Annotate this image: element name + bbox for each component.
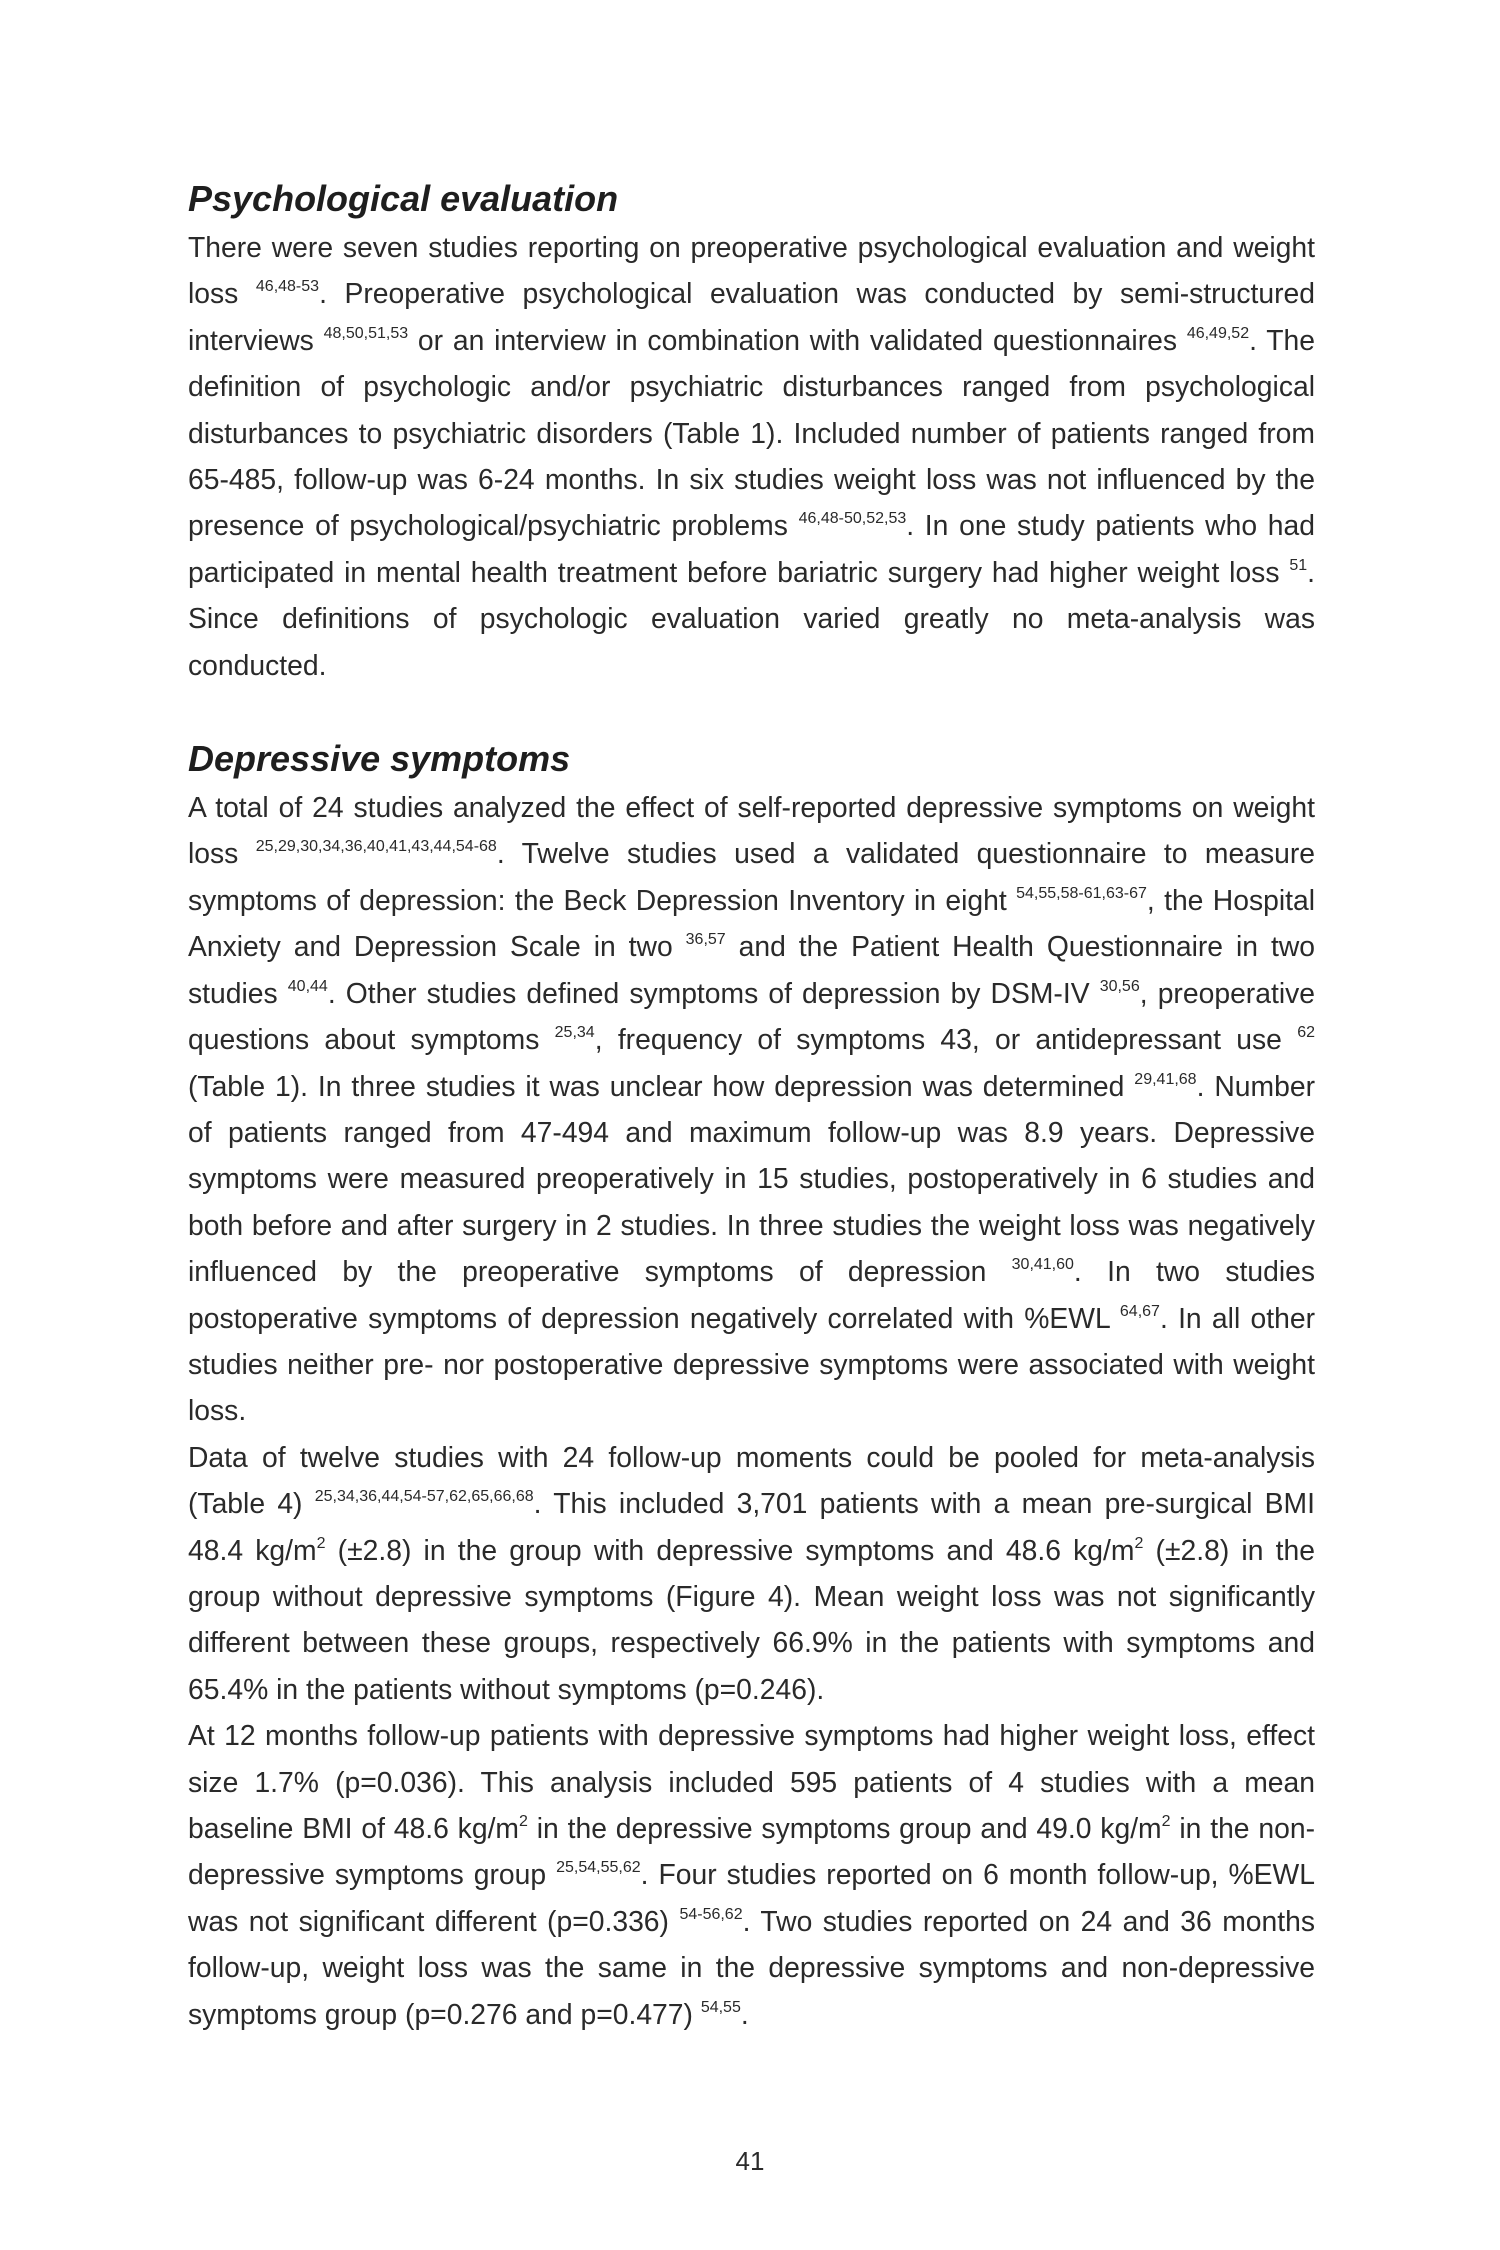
- text-run: . Number of patients ranged from 47-494 and maximum follow-up was 8.9 years. Depressive symptoms were measured preoperatively in 15 studies, postoperatively in 6 studies and both before and after surgery in 2 studies. In three studies the weight loss was negatively influenced by the preoperative symptoms of depression: [188, 1069, 1315, 1288]
- citation-superscript: 64,67: [1119, 1302, 1160, 1320]
- section-depressive-symptoms: [188, 736, 1315, 2037]
- text-run: . The definition of psychologic and/or psychiatric disturbances ranged from psychological disturbances to psychiatric disorders (Table 1). Included number of patients ranged from 65-485, follow-up was 6-24 months. In six studies weight loss was not influenced by the presence of psychological/psychiatric problems: [188, 323, 1315, 542]
- citation-superscript: 54-56,62: [679, 1905, 743, 1923]
- citation-superscript: 51: [1289, 556, 1308, 574]
- text-run: . In two studies postoperative symptoms of depression negatively correlated with %EWL: [188, 1255, 1315, 1334]
- text-run: . Other studies defined symptoms of depression by DSM-IV: [327, 976, 1100, 1009]
- body-paragraph: [188, 1712, 1315, 2037]
- text-run: or an interview in combination with validated questionnaires: [408, 323, 1187, 356]
- citation-superscript: 25,54,55,62: [556, 1859, 641, 1877]
- text-run: Data of twelve studies with 24 follow-up moments could be pooled for meta-analysis (Table 4): [188, 1440, 1315, 1520]
- text-run: (±2.8) in the group without depressive symptoms (Figure 4). Mean weight loss was not significantly different between these groups, respectively 66.9% in the patients with symptoms and 65.4% in the patients without symptoms (p=0.246).: [188, 1533, 1315, 1705]
- text-run: in the depressive symptoms group and 49.0 kg/m: [527, 1812, 1162, 1844]
- citation-superscript: 30,56: [1099, 977, 1140, 995]
- text-run: . Preoperative psychological evaluation was conducted by semi-structured interviews: [188, 277, 1315, 356]
- section-heading: Depressive symptoms: [188, 738, 571, 780]
- text-run: . Twelve studies used a validated questionnaire to measure symptoms of depression: the Beck Depression Inventory in eight: [188, 837, 1316, 916]
- text-run: . Two studies reported on 24 and 36 months follow-up, weight loss was the same in the depressive symptoms and non-depressive symptoms group (p=0.276 and p=0.477): [188, 1904, 1316, 2030]
- text-run: (Table 1). In three studies it was unclear how depression was determined: [188, 1069, 1135, 1102]
- body-paragraph: [188, 784, 1315, 1434]
- text-run: There were seven studies reporting on preoperative psychological evaluation and weight loss: [188, 231, 1315, 310]
- citation-superscript: 46,48-50,52,53: [798, 510, 907, 528]
- page-content: [188, 176, 1315, 2037]
- section-psychological-evaluation: [188, 176, 1315, 688]
- citation-superscript: 2: [1134, 1534, 1144, 1552]
- text-run: in the non-depressive symptoms group: [188, 1812, 1315, 1891]
- body-paragraph: [188, 224, 1315, 688]
- citation-superscript: 54,55,58-61,63-67: [1016, 884, 1147, 902]
- text-run: At 12 months follow-up patients with depressive symptoms had higher weight loss, effect size 1.7% (p=0.036). This analysis included 595 patients of 4 studies with a mean baseline BMI of 48.6 kg/m: [188, 1719, 1315, 1844]
- text-run: . Four studies reported on 6 month follow-up, %EWL was not significant different (p=0.336): [188, 1858, 1316, 1937]
- body-paragraph: [188, 1434, 1315, 1712]
- citation-superscript: 40,44: [287, 977, 328, 995]
- citation-superscript: 54,55: [700, 1998, 741, 2016]
- citation-superscript: 2: [1161, 1813, 1171, 1830]
- text-run: .: [740, 1997, 749, 2030]
- page-number: 41: [735, 2146, 765, 2176]
- text-run: , preoperative questions about symptoms: [188, 976, 1315, 1056]
- citation-superscript: 36,57: [685, 931, 726, 949]
- citation-superscript: 30,41,60: [1011, 1256, 1074, 1274]
- text-run: and the Patient Health Questionnaire in two studies: [188, 930, 1315, 1009]
- citation-superscript: 25,29,30,34,36,40,41,43,44,54-68: [255, 838, 497, 856]
- text-run: , the Hospital Anxiety and Depression Scale in two: [188, 883, 1315, 963]
- citation-superscript: 25,34: [554, 1024, 595, 1042]
- citation-superscript: 25,34,36,44,54-57,62,65,66,68: [314, 1488, 534, 1506]
- citation-superscript: 2: [316, 1534, 326, 1552]
- section-heading: Psychological evaluation: [188, 178, 619, 219]
- text-run: . This included 3,701 patients with a mean pre-surgical BMI 48.4 kg/m: [188, 1487, 1315, 1566]
- text-run: , frequency of symptoms 43, or antidepressant use: [594, 1023, 1298, 1056]
- text-run: . Since definitions of psychologic evaluation varied greatly no meta-analysis was conducted.: [188, 555, 1315, 681]
- citation-superscript: 2: [519, 1813, 528, 1830]
- citation-superscript: 48,50,51,53: [323, 324, 409, 342]
- text-run: (±2.8) in the group with depressive symptoms and 48.6 kg/m: [325, 1533, 1135, 1566]
- text-run: A total of 24 studies analyzed the effect of self-reported depressive symptoms on weight loss: [188, 791, 1315, 870]
- citation-superscript: 29,41,68: [1134, 1070, 1197, 1088]
- citation-superscript: 62: [1297, 1024, 1315, 1042]
- citation-superscript: 46,49,52: [1186, 324, 1250, 342]
- text-run: . In one study patients who had participated in mental health treatment before bariatric surgery had higher weight loss: [188, 509, 1315, 588]
- text-run: . In all other studies neither pre- nor postoperative depressive symptoms were associated with weight loss.: [188, 1301, 1315, 1427]
- citation-superscript: 46,48-53: [255, 278, 320, 296]
